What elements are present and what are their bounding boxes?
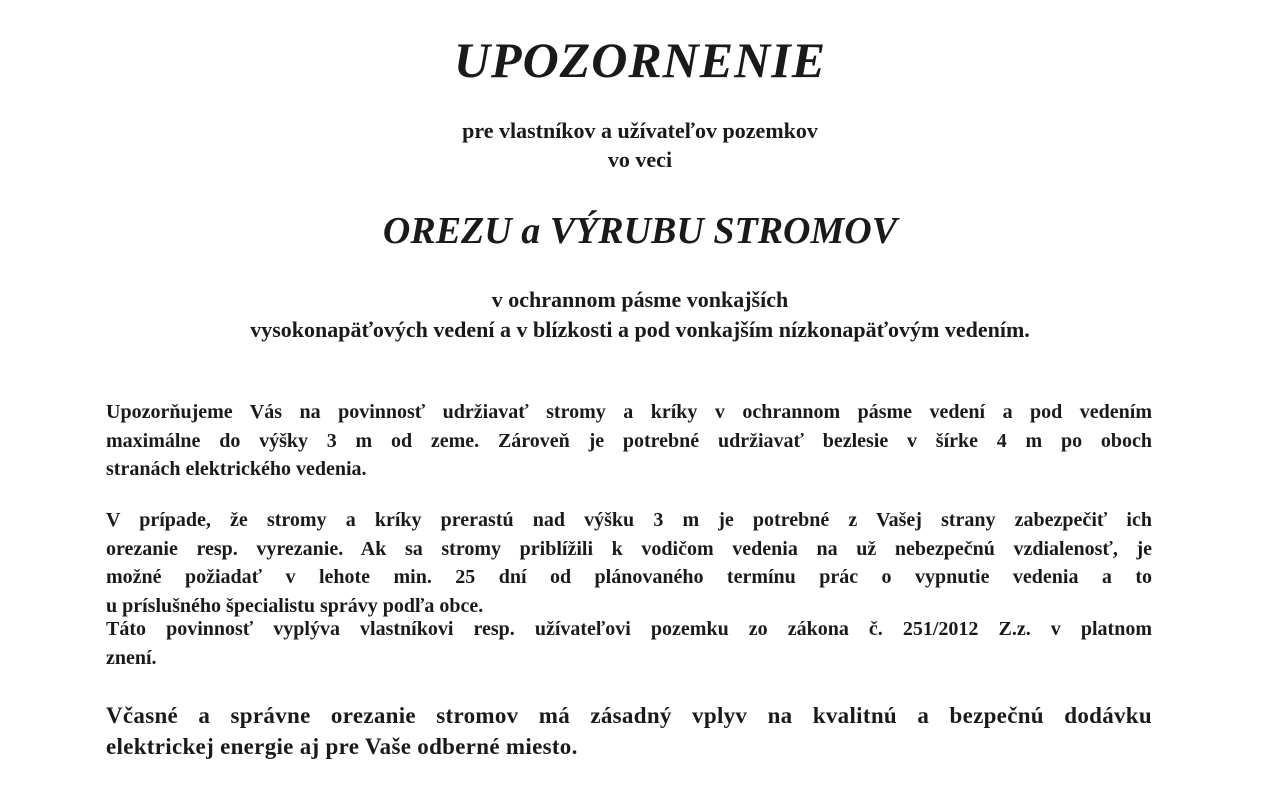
scope-line-2: vysokonapäťových vedení a v blízkosti a pod vonkajším nízkonapäťovým vedením. <box>250 317 1030 342</box>
topic-title: OREZU a VÝRUBU STROMOV <box>382 210 898 252</box>
subtitle-line-1: pre vlastníkov a užívateľov pozemkov <box>462 118 818 143</box>
paragraph-line: elektrickej energie aj pre Vaše odberné miesto. <box>106 734 578 759</box>
subtitle-line-2: vo veci <box>607 147 673 172</box>
paragraph-legal-basis <box>106 615 1152 672</box>
main-title: UPOZORNENIE <box>453 32 827 88</box>
paragraph-line: u príslušného špecialistu správy podľa obce. <box>106 594 484 617</box>
scope-line-1: v ochrannom pásme vonkajších <box>491 287 789 312</box>
paragraph-line: možné požiadať v lehote min. 25 dní od plánovaného termínu prác o vypnutie vedenia a to <box>106 566 1152 588</box>
paragraph-line: znení. <box>106 646 157 669</box>
paragraph-line: V prípade, že stromy a kríky prerastú nad výšku 3 m je potrebné z Vašej strany zabezpečiť ich <box>106 509 1152 531</box>
paragraph-closing <box>106 700 1152 762</box>
paragraph-obligation <box>106 398 1152 484</box>
paragraph-line: Včasné a správne orezanie stromov má zásadný vplyv na kvalitnú a bezpečnú dodávku <box>106 703 1152 728</box>
paragraph-line: Upozorňujeme Vás na povinnosť udržiavať stromy a kríky v ochrannom pásme vedení a pod vedením <box>106 401 1152 423</box>
paragraph-line: stranách elektrického vedenia. <box>106 458 367 480</box>
paragraph-line: maximálne do výšky 3 m od zeme. Zároveň je potrebné udržiavať bezlesie v šírke 4 m po oboch <box>106 429 1152 452</box>
paragraph-overgrowth <box>106 506 1152 620</box>
paragraph-line: orezanie resp. vyrezanie. Ak sa stromy priblížili k vodičom vedenia na už nebezpečnú vzdialenosť, je <box>106 537 1152 560</box>
paragraph-line: Táto povinnosť vyplýva vlastníkovi resp. užívateľovi pozemku zo zákona č. 251/2012 Z.z. v platnom <box>106 618 1152 640</box>
